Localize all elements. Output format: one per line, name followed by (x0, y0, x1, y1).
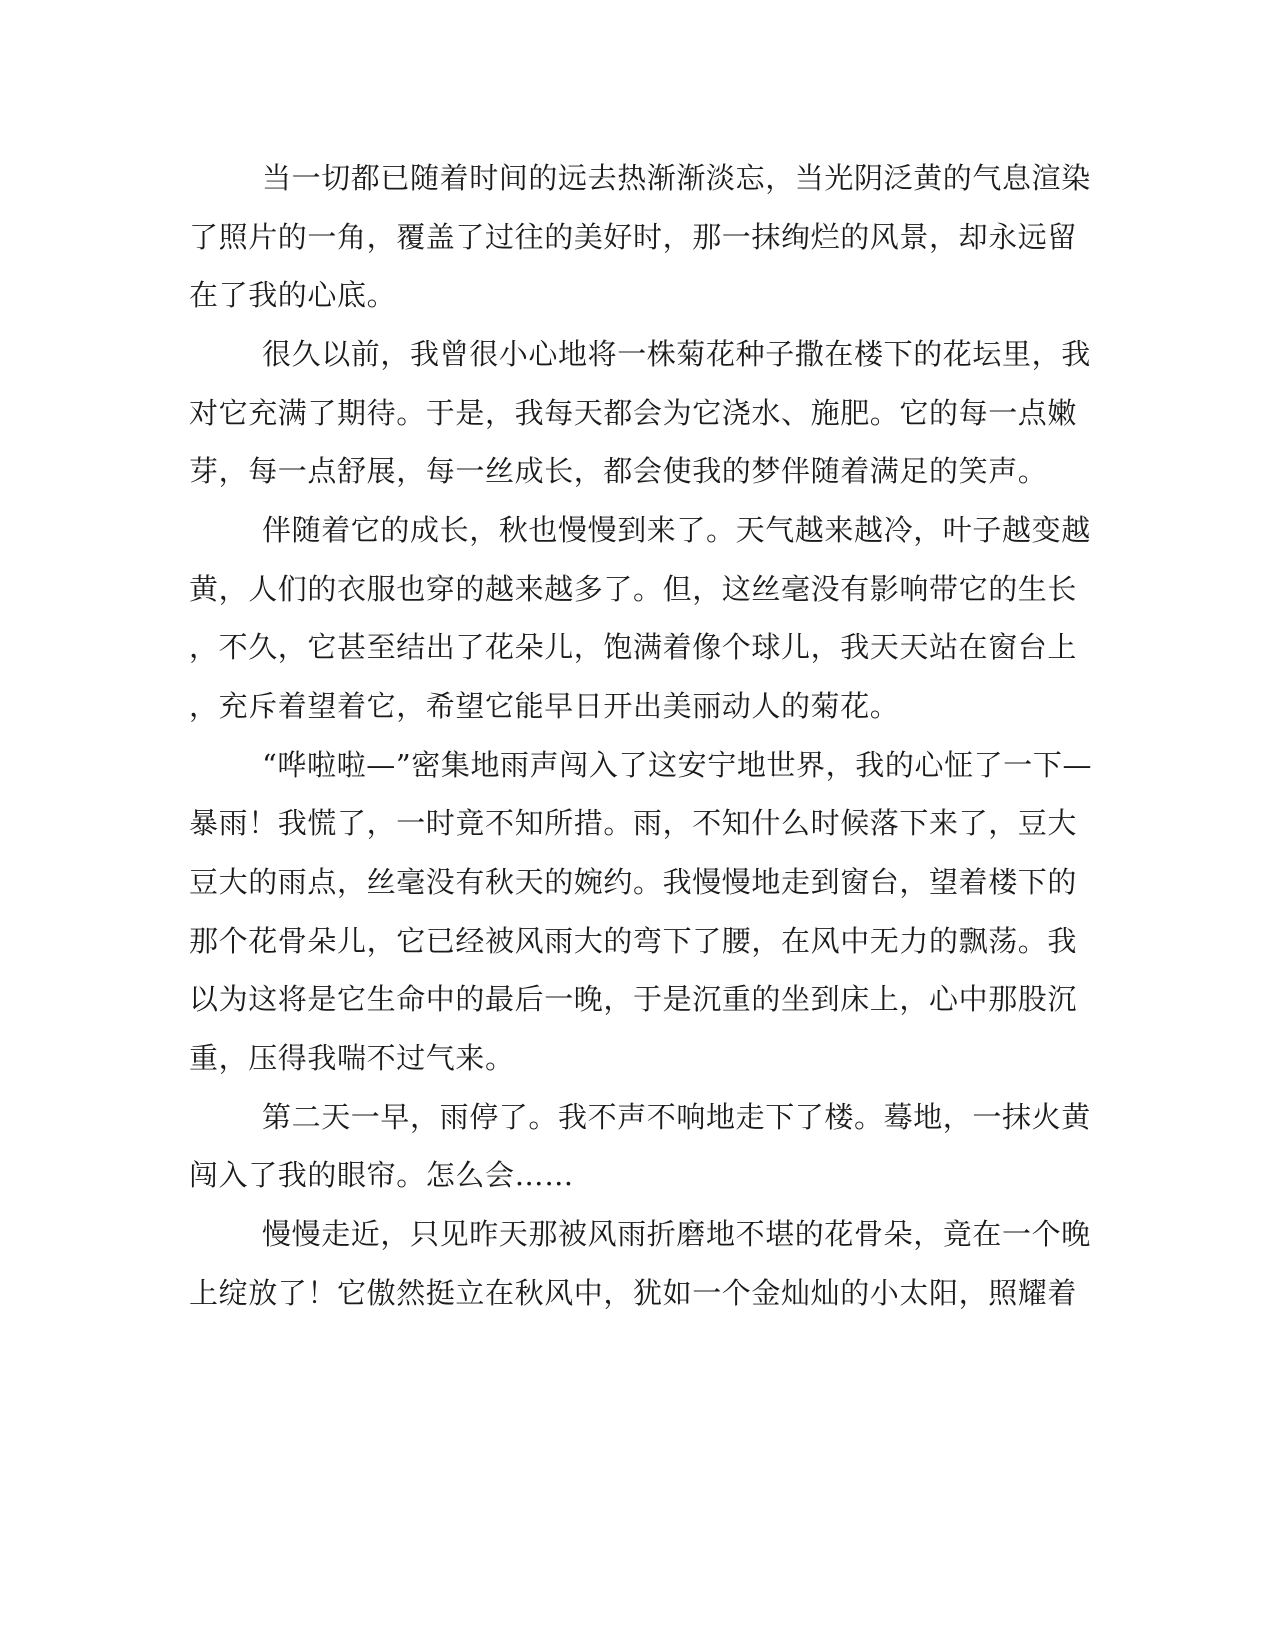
text-line: 在了我的心底。 (189, 278, 397, 312)
text-line: 那个花骨朵儿，它已经被风雨大的弯下了腰，在风中无力的飘荡。我 (189, 924, 1078, 958)
text-line: 很久以前，我曾很小心地将一株菊花种子撒在楼下的花坛里，我 (262, 337, 1091, 371)
text-line: 闯入了我的眼帘。怎么会…… (189, 1158, 574, 1192)
text-line: 慢慢走近，只见昨天那被风雨折磨地不堪的花骨朵，竟在一个晚 (262, 1217, 1091, 1251)
text-line: 重，压得我喘不过气来。 (189, 1041, 515, 1075)
text-line: 芽，每一点舒展，每一丝成长，都会使我的梦伴随着满足的笑声。 (189, 454, 1048, 488)
text-line: 第二天一早，雨停了。我不声不响地走下了楼。蓦地，一抹火黄 (262, 1100, 1091, 1134)
text-line: 了照片的一角，覆盖了过往的美好时，那一抹绚烂的风景，却永远留 (189, 220, 1078, 254)
text-line: 当一切都已随着时间的远去热渐渐淡忘，当光阴泛黄的气息渲染 (262, 161, 1091, 195)
text-line: 以为这将是它生命中的最后一晚，于是沉重的坐到床上，心中那股沉 (189, 982, 1078, 1016)
text-line: “哗啦啦—”密集地雨声闯入了这安宁地世界，我的心怔了一下— (262, 748, 1093, 782)
text-line: 伴随着它的成长，秋也慢慢到来了。天气越来越冷，叶子越变越 (262, 513, 1091, 547)
text-line: 对它充满了期待。于是，我每天都会为它浇水、施肥。它的每一点嫩 (189, 396, 1078, 430)
text-line: ，充斥着望着它，希望它能早日开出美丽动人的菊花。 (189, 689, 900, 723)
text-line: 上绽放了！它傲然挺立在秋风中，犹如一个金灿灿的小太阳，照耀着 (189, 1276, 1078, 1310)
text-line: 豆大的雨点，丝毫没有秋天的婉约。我慢慢地走到窗台，望着楼下的 (189, 865, 1078, 899)
text-line: ，不久，它甚至结出了花朵儿，饱满着像个球儿，我天天站在窗台上 (189, 630, 1078, 664)
text-line: 黄，人们的衣服也穿的越来越多了。但，这丝毫没有影响带它的生长 (189, 572, 1078, 606)
text-line: 暴雨！我慌了，一时竟不知所措。雨，不知什么时候落下来了，豆大 (189, 806, 1078, 840)
